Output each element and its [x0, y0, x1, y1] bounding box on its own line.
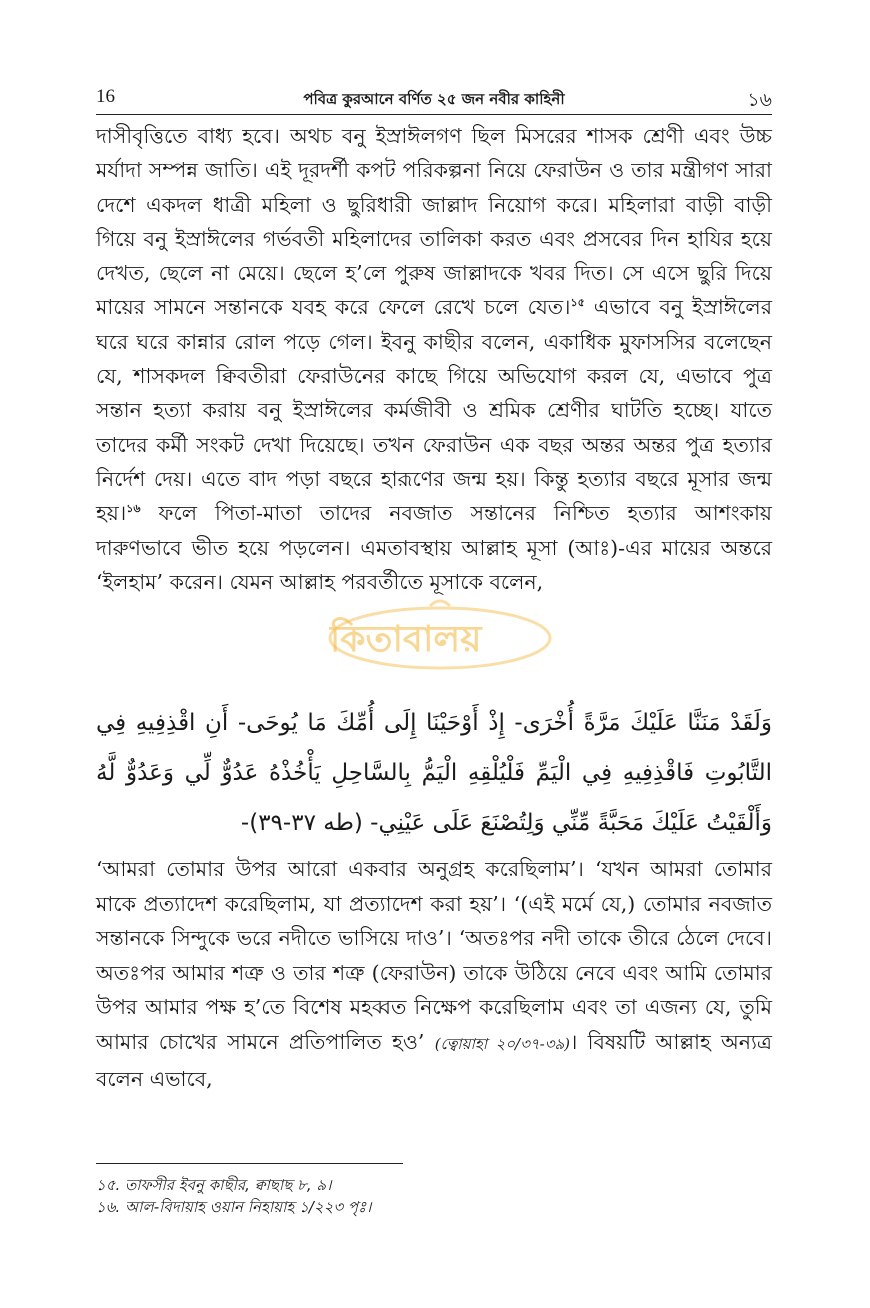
- footnote-ref[interactable]: ১৬: [126, 502, 141, 516]
- footnote-16: ১৬. আল-বিদায়াহ ওয়ান নিহায়াহ ১/২২৩ পৃঃ।: [96, 1198, 372, 1216]
- paragraph-text: । বিষয়টি আল্লাহ অন্যত্র বলেন এভাবে,: [96, 1029, 772, 1091]
- paragraph-text: ফলে পিতা-মাতা তাদের নবজাত সন্তানের নিশ্চিত হত্যার আশংকায় দারুণভাবে ভীত হয়ে পড়লেন। এমতাবস্থায় আল্লাহ মূসা (আঃ)-এর মায়ের অন্তরে ‘ইলহাম’ করেন। যেমন আল্লাহ পরবর্তীতে মূসাকে বলেন,: [96, 501, 772, 594]
- paragraph-text: এভাবে বনু ইস্রাঈলের ঘরে ঘরে কান্নার রোল পড়ে গেল। ইবনু কাছীর বলেন, একাধিক মুফাসসির বলেছেন যে, শাসকদল ক্বিবতীরা ফেরাউনের কাছে গিয়ে অভিযোগ করল যে, এভাবে পুত্র সন্তান হত্যা করায় বনু ইস্রাঈলের কর্মজীবী ও শ্রমিক শ্রেণীর ঘাটতি হচ্ছে। যাতে তাদের কর্মী সংকট দেখা দিয়েছে। তখন ফেরাউন এক বছর অন্তর অন্তর পুত্র হত্যার নির্দেশ দেয়। এতে বাদ পড়া বছরে হারূণের জন্ম হয়। কিন্তু হত্যার বছরে মূসার জন্ম হয়।: [96, 295, 772, 526]
- footnote-15: ১৫. তাফসীর ইবনু কাছীর, ক্বাছাছ ৮, ৯।: [96, 1176, 332, 1194]
- running-title: পবিত্র কুরআনে বর্ণিত ২৫ জন নবীর কাহিনী: [303, 90, 565, 108]
- footnote-ref[interactable]: ১৫: [570, 296, 585, 310]
- watermark-logo-icon: [320, 598, 560, 678]
- arabic-verse: وَلَقَدْ مَنَنَّا عَلَيْكَ مَرَّةً أُخْرَى- إِذْ أَوْحَيْنَا إِلَى أُمِّكَ مَا يُوحَى- أَنِ اقْذِفِيهِ فِي التَّابُوتِ فَاقْذِفِيهِ فِي الْيَمِّ فَلْيُلْقِهِ الْيَمُّ بِالسَّاحِلِ يَأْخُذْهُ عَدُوٌّ لِّي وَعَدُوٌّ لَّهُ وَأَلْقَيْتُ عَلَيْكَ مَحَبَّةً مِّنِّي وَلِتُصْنَعَ عَلَى عَيْنِي- (طه ٣٧-٣٩)-: [96, 710, 772, 836]
- page-header: [96, 84, 772, 115]
- watermark-text: কিতাবালয়: [330, 619, 482, 660]
- paragraph-text: দাসীবৃত্তিতে বাধ্য হবে। অথচ বনু ইস্রাঈলগণ ছিল মিসরের শাসক শ্রেণী এবং উচ্চ মর্যাদা সম্পন্ন জাতি। এই দূরদর্শী কপট পরিকল্পনা নিয়ে ফেরাউন ও তার মন্ত্রীগণ সারা দেশে একদল ধাত্রী মহিলা ও ছুরিধারী জাল্লাদ নিয়োগ করে। মহিলারা বাড়ী বাড়ী গিয়ে বনু ইস্রাঈলের গর্ভবতী মহিলাদের তালিকা করত এবং প্রসবের দিন হাযির হয়ে দেখত, ছেলে না মেয়ে। ছেলে হ’লে পুরুষ জাল্লাদকে খবর দিত। সে এসে ছুরি দিয়ে মায়ের সামনে সন্তানকে যবহ করে ফেলে রেখে চলে যেত।: [96, 124, 772, 320]
- page-number-right: ১৬: [747, 89, 772, 111]
- inline-citation: (ত্বোয়াহা ২০/৩৭-৩৯): [434, 1034, 571, 1053]
- paragraph-text: ‘আমরা তোমার উপর আরো একবার অনুগ্রহ করেছিলাম’। ‘যখন আমরা তোমার মাকে প্রত্যাদেশ করেছিলাম, যা প্রত্যাদেশ করা হয়’। ‘(এই মর্মে যে,) তোমার নবজাত সন্তানকে সিন্দুকে ভরে নদীতে ভাসিয়ে দাও’। ‘অতঃপর নদী তাকে তীরে ঠেলে দেবে। অতঃপর আমার শত্রু ও তার শত্রু (ফেরাউন) তাকে উঠিয়ে নেবে এবং আমি তোমার উপর আমার পক্ষ হ’তে বিশেষ মহব্বত নিক্ষেপ করেছিলাম এবং তা এজন্য যে, তুমি আমার চোখের সামনে প্রতিপালিত হও’: [96, 857, 772, 1054]
- footnote-divider: [96, 1163, 403, 1164]
- page-number-left: 16: [96, 86, 115, 107]
- body-paragraph-1: [96, 119, 772, 599]
- body-paragraph-2: [96, 852, 772, 1096]
